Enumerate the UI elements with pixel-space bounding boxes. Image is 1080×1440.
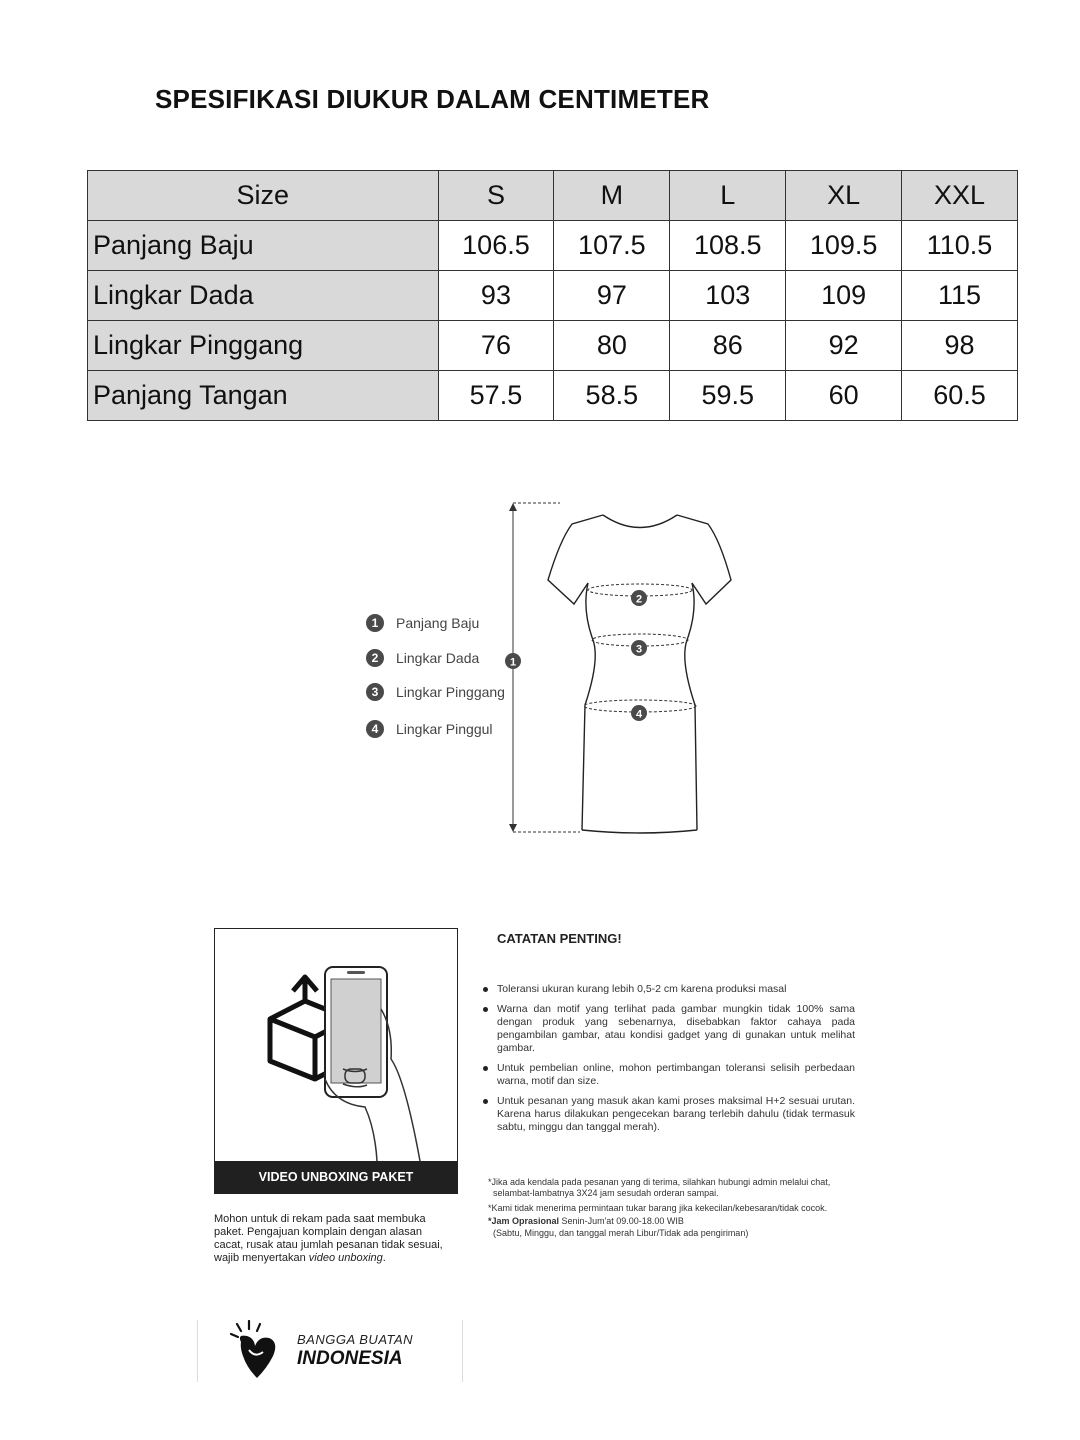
legend-number: 1 <box>366 614 384 632</box>
table-cell: 93 <box>438 271 554 321</box>
legend-label: Lingkar Pinggang <box>396 684 505 700</box>
divider <box>462 1320 463 1382</box>
table-cell: 92 <box>786 321 902 371</box>
marker-4 <box>631 705 647 721</box>
caption-line: cacat, rusak atau jumlah pesanan tidak sesuai, <box>214 1239 443 1251</box>
svg-text:3: 3 <box>635 643 643 656</box>
legend-item <box>366 649 479 667</box>
table-cell: 59.5 <box>670 371 786 421</box>
svg-text:4: 4 <box>635 708 643 721</box>
caption-end: . <box>382 1252 386 1264</box>
table-cell: 97 <box>554 271 670 321</box>
table-cell: 60.5 <box>902 371 1018 421</box>
table-cell: 60 <box>786 371 902 421</box>
legend-number: 3 <box>366 683 384 701</box>
table-cell: 106.5 <box>438 221 554 271</box>
footnote-text: Senin-Jum'at 09.00-18.00 WIB <box>561 1216 684 1226</box>
legend-label: Lingkar Dada <box>396 650 480 666</box>
marker-2 <box>631 590 647 606</box>
footnote: *Jika ada kendala pada pesanan yang di terima, silahkan hubungi admin melalui chat, <box>488 1177 831 1187</box>
table-cell: 109 <box>786 271 902 321</box>
page-title: SPESIFIKASI DIUKUR DALAM CENTIMETER <box>155 84 710 114</box>
header-cell: XL <box>786 171 902 221</box>
unboxing-caption <box>214 1213 464 1265</box>
table-cell: 80 <box>554 321 670 371</box>
legend-item <box>366 720 493 738</box>
caption-italic: video unboxing <box>308 1252 383 1264</box>
unboxing-card <box>214 928 458 1194</box>
legend-number: 2 <box>366 649 384 667</box>
legend-number: 4 <box>366 720 384 738</box>
table-cell: 98 <box>902 321 1018 371</box>
row-label: Panjang Tangan <box>88 371 439 421</box>
header-cell: L <box>670 171 786 221</box>
table-cell: 115 <box>902 271 1018 321</box>
header-cell: S <box>438 171 554 221</box>
table-cell: 76 <box>438 321 554 371</box>
footnote: *Kami tidak menerima permintaan tukar barang jika kekecilan/kebesaran/tidak cocok. <box>488 1203 828 1213</box>
table-cell: 109.5 <box>786 221 902 271</box>
legend-label: Lingkar Pinggul <box>396 721 493 737</box>
footnote-label: *Jam Oprasional <box>488 1216 560 1226</box>
unboxing-banner: VIDEO UNBOXING PAKET <box>215 1161 457 1193</box>
table-cell: 108.5 <box>670 221 786 271</box>
caption-line: wajib menyertakan <box>214 1252 306 1264</box>
marker-1 <box>505 653 521 669</box>
note-bullet: Untuk pesanan yang masuk akan kami proses maksimal H+2 sesuai urutan. Karena harus dilakukan pengecekan barang terlebih dahulu (tidak termasuk sabtu, minggu dan tanggal merah). <box>483 1095 855 1134</box>
table-cell: 86 <box>670 321 786 371</box>
arrow-down-icon <box>509 824 517 832</box>
row-label: Lingkar Pinggang <box>88 321 439 371</box>
footnote <box>488 1216 684 1227</box>
footnote: (Sabtu, Minggu, dan tanggal merah Libur/Tidak ada pengiriman) <box>493 1228 749 1238</box>
caption-line: paket. Pengajuan komplain dengan alasan <box>214 1226 422 1238</box>
table-cell: 110.5 <box>902 221 1018 271</box>
brand-tagline: BANGGA BUATAN <box>297 1332 414 1347</box>
caption-line: Mohon untuk di rekam pada saat membuka <box>214 1213 426 1225</box>
marker-3 <box>631 640 647 656</box>
legend-item <box>366 614 479 632</box>
footnote: selambat-lambatnya 3X24 jam sesudah orderan sampai. <box>493 1188 719 1198</box>
legend-label: Panjang Baju <box>396 615 480 631</box>
header-cell: Size <box>88 171 439 221</box>
table-cell: 57.5 <box>438 371 554 421</box>
phone-unboxing-icon <box>215 929 457 1161</box>
table-cell: 103 <box>670 271 786 321</box>
svg-text:2: 2 <box>635 593 643 606</box>
table-cell: 107.5 <box>554 221 670 271</box>
dress-outline <box>548 515 731 833</box>
header-cell: XXL <box>902 171 1018 221</box>
notes-title: CATATAN PENTING! <box>497 931 622 946</box>
brand-name: INDONESIA <box>297 1348 403 1369</box>
header-cell: M <box>554 171 670 221</box>
row-label: Panjang Baju <box>88 221 439 271</box>
legend-item <box>366 683 505 701</box>
note-bullet: Warna dan motif yang terlihat pada gambar mungkin tidak 100% sama dengan produk yang sebenarnya, disebabkan faktor cahaya pada pengambilan gambar, atau kondisi gadget yang di gunakan untuk melihat gambar. <box>483 1003 855 1055</box>
arrow-up-icon <box>509 503 517 511</box>
row-label: Lingkar Dada <box>88 271 439 321</box>
note-bullet: Toleransi ukuran kurang lebih 0,5-2 cm karena produksi masal <box>483 983 855 996</box>
brand-logo <box>197 1320 463 1382</box>
measure-lines <box>513 503 696 832</box>
note-bullet: Untuk pembelian online, mohon pertimbangan toleransi selisih perbedaan warna, motif dan size. <box>483 1062 855 1088</box>
divider <box>197 1320 198 1382</box>
heart-hand-icon <box>227 1320 287 1382</box>
svg-text:1: 1 <box>509 656 517 669</box>
table-cell: 58.5 <box>554 371 670 421</box>
